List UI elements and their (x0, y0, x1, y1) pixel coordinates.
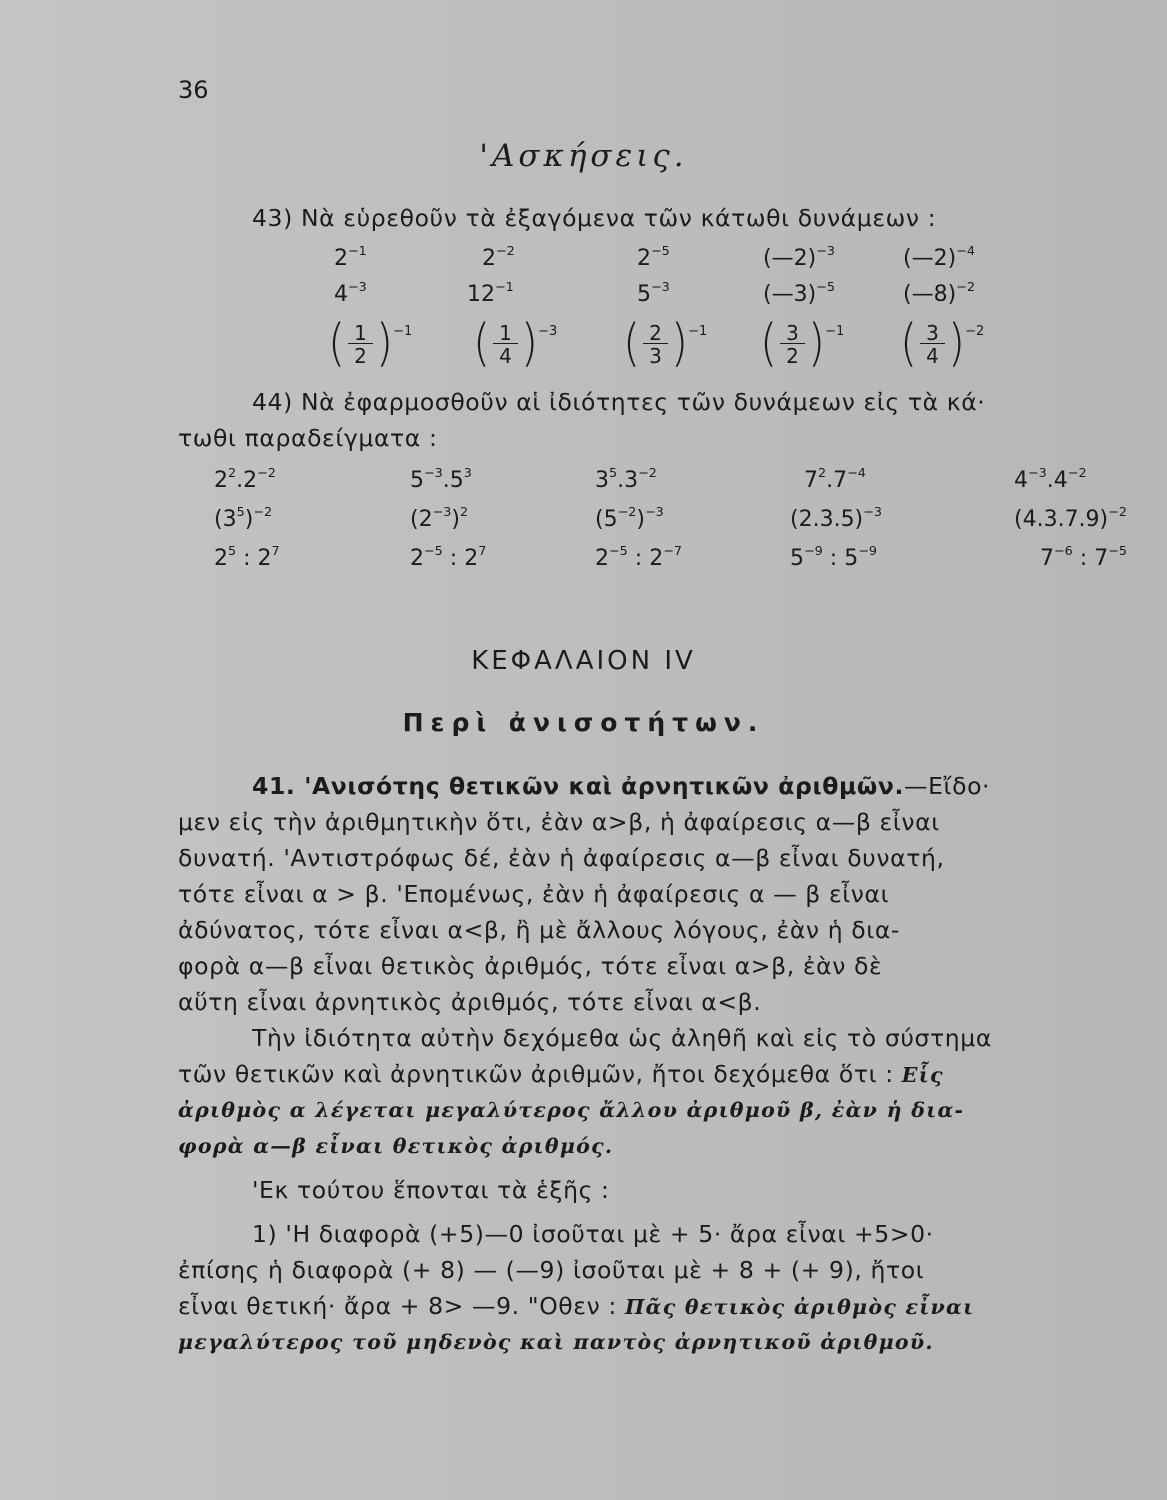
power-expression: $5^{-3}$ (637, 279, 670, 307)
power-expression: $2^{-2}$ (482, 243, 515, 271)
power-expression: $2^5$ : $2^7$ (214, 543, 280, 571)
power-expression: $4^{-3}$ (334, 279, 367, 307)
power-expression: $(2^{-3})^2$ (410, 504, 469, 532)
power-expression: $(4.3.7.9)^{-2}$ (1014, 504, 1127, 532)
page-number: 36 (178, 76, 209, 104)
text-line: 'Εκ τούτου ἕπονται τὰ ἑξῆς : (252, 1176, 610, 1204)
definition-line: φορὰ α—β εἶναι θετικὸς ἀριθμός. (178, 1134, 614, 1158)
chapter-subtitle: Περὶ ἀνισοτήτων. (402, 708, 765, 737)
text-line: εἶναι θετική· ἄρα + 8> —9. "Οθεν : Πᾶς θετικὸς ἀριθμὸς εἶναι (178, 1292, 975, 1320)
power-expression: (—2)$^{-3}$ (763, 243, 835, 271)
fraction-power: ( $\frac{1}{2}$ ) −1 (328, 314, 413, 373)
definition-line: ἀριθμὸς α λέγεται μεγαλύτερος ἄλλου ἀριθμοῦ β, ἐὰν ἡ δια- (178, 1098, 965, 1122)
text-line: 1) 'Η διαφορὰ (+5)—0 ἰσοῦται μὲ + 5· ἄρα εἶναι +5>0· (252, 1220, 934, 1248)
power-expression: $(5^{-2})^{-3}$ (595, 504, 664, 532)
section-41-heading: 41. 'Ανισότης θετικῶν καὶ ἀρνητικῶν ἀριθμῶν. (252, 772, 904, 800)
fraction-power: ( $\frac{3}{2}$ ) −1 (760, 314, 845, 373)
exercise-44-line-2: τωθι παραδείγματα : (178, 424, 438, 452)
power-expression: $2^2.2^{-2}$ (214, 465, 276, 493)
exercise-43-fraction-row (0, 314, 1167, 374)
text-line: Τὴν ἰδιότητα αὐτὴν δεχόμεθα ὡς ἀληθῆ καὶ εἰς τὸ σύστημα (252, 1024, 992, 1052)
text-line: τῶν θετικῶν καὶ ἀρνητικῶν ἀριθμῶν, ἤτοι δεχόμεθα ὅτι : Εἷς (178, 1060, 944, 1088)
power-expression: $2^{-5}$ (637, 243, 670, 271)
conclusion-line: μεγαλύτερος τοῦ μηδενὸς καὶ παντὸς ἀρνητικοῦ ἀριθμοῦ. (178, 1330, 934, 1354)
power-expression: $2^{-5}$ : $2^{-7}$ (595, 543, 682, 571)
power-expression: (—3)$^{-5}$ (763, 279, 835, 307)
power-expression: $7^2.7^{-4}$ (804, 465, 866, 493)
fraction-power: ( $\frac{1}{4}$ ) −3 (473, 314, 558, 373)
fraction-power: ( $\frac{3}{4}$ ) −2 (900, 314, 985, 373)
text-line: δυνατή. 'Αντιστρόφως δέ, ἐὰν ἡ ἀφαίρεσις α—β εἶναι δυνατή, (178, 844, 945, 872)
power-expression: $5^{-3}.5^3$ (410, 465, 472, 493)
text-line: αὕτη εἶναι ἀρνητικὸς ἀριθμός, τότε εἶναι α<β. (178, 988, 762, 1016)
exercise-44-text (178, 384, 1153, 456)
text-line: ἐπίσης ἡ διαφορὰ (+ 8) — (—9) ἰσοῦται μὲ + 8 + (+ 9), ἤτοι (178, 1256, 925, 1284)
chapter-heading: ΚΕΦΑΛΑΙΟΝ IV (471, 646, 696, 676)
power-expression: $(2.3.5)^{-3}$ (790, 504, 882, 532)
text-line: φορὰ α—β εἶναι θετικὸς ἀριθμός, τότε εἶναι α>β, ἐὰν δὲ (178, 952, 883, 980)
exercises-title: 'Ασκήσεις. (479, 138, 688, 174)
text-line: ἀδύνατος, τότε εἶναι α<β, ἢ μὲ ἄλλους λόγους, ἐὰν ἡ δια- (178, 916, 900, 944)
power-expression: $2^{-5}$ : $2^7$ (410, 543, 487, 571)
power-expression: $7^{-6}$ : $7^{-5}$ (1040, 543, 1127, 571)
section-41-body (178, 768, 1153, 1360)
text-line: τότε εἶναι α > β. 'Επομένως, ἐὰν ἡ ἀφαίρεσις α — β εἶναι (178, 880, 890, 908)
power-expression: (—2)$^{-4}$ (903, 243, 975, 271)
fraction-power: ( $\frac{2}{3}$ ) −1 (623, 314, 708, 373)
exercise-43-text: 43) Νὰ εὑρεθοῦν τὰ ἐξαγόμενα τῶν κάτωθι δυνάμεων : (252, 204, 937, 232)
power-expression: $4^{-3}.4^{-2}$ (1014, 465, 1087, 493)
power-expression: $(3^5)^{-2}$ (214, 504, 273, 532)
power-expression: $5^{-9}$ : $5^{-9}$ (790, 543, 877, 571)
section-41-heading-line: 41. 'Ανισότης θετικῶν καὶ ἀρνητικῶν ἀριθμῶν.—Εἴδο· (252, 772, 991, 800)
power-expression: $3^5.3^{-2}$ (595, 465, 657, 493)
power-expression: $12^{-1}$ (467, 279, 514, 307)
power-expression: $2^{-1}$ (334, 243, 367, 271)
power-expression: (—8)$^{-2}$ (903, 279, 975, 307)
text-line: μεν εἰς τὴν ἀριθμητικὴν ὅτι, ἐὰν α>β, ἡ ἀφαίρεσις α—β εἶναι (178, 808, 940, 836)
exercise-44-line-1: 44) Νὰ ἐφαρμοσθοῦν αἱ ἰδιότητες τῶν δυνάμεων εἰς τὰ κά· (252, 388, 986, 416)
